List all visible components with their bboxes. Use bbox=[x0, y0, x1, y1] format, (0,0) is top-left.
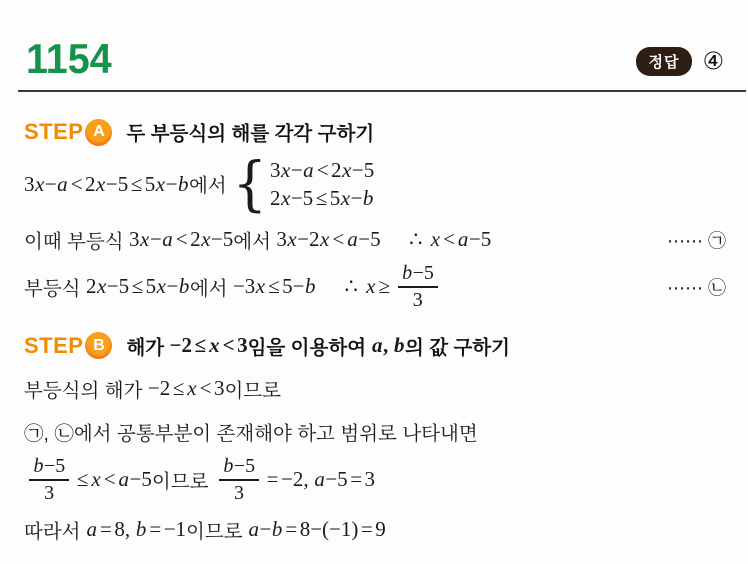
reference-mark: ⋯⋯ ㉠ bbox=[666, 230, 726, 251]
math-expression: 3x−a < 2x−5 ≤ 5x−b bbox=[24, 171, 189, 196]
step-heading bbox=[24, 332, 726, 360]
cases-row bbox=[270, 156, 374, 184]
math-expression: ∴ x ≥ bbox=[344, 274, 391, 299]
korean-text: 의 값 구하기 bbox=[404, 336, 510, 359]
page-header bbox=[0, 0, 748, 80]
fraction bbox=[219, 455, 259, 505]
fraction-numerator bbox=[398, 262, 438, 288]
fraction bbox=[29, 455, 69, 505]
math-expression: −2 ≤ x < 3 bbox=[147, 376, 225, 401]
solution-line bbox=[24, 148, 726, 219]
solution-line bbox=[24, 455, 726, 505]
fraction-numerator bbox=[219, 455, 259, 481]
korean-text: 따라서 bbox=[24, 520, 86, 543]
reference-mark: ⋯⋯ ㉡ bbox=[666, 277, 726, 298]
answer-choice: ④ bbox=[702, 47, 724, 75]
step-label: STEP bbox=[24, 332, 84, 358]
problem-number: 1154 bbox=[26, 35, 112, 82]
math-expression: b−5 bbox=[223, 454, 256, 477]
math-expression: a = 8, b = −1 bbox=[86, 517, 187, 542]
math-expression: 3x−a < 2x−5 bbox=[270, 158, 375, 182]
fraction-numerator bbox=[29, 455, 69, 481]
math-expression: 2x−5 ≤ 5x−b bbox=[270, 186, 374, 211]
math-expression: ≤ x < a−5 bbox=[76, 467, 152, 492]
korean-text: 두 부등식의 해를 각각 구하기 bbox=[126, 123, 375, 145]
cases-rows bbox=[270, 156, 374, 213]
solution-line bbox=[24, 226, 726, 254]
math-expression: 2x−5 ≤ 5x−b bbox=[85, 274, 190, 299]
fraction-denominator bbox=[234, 481, 244, 505]
math-expression: −2 ≤ x < 3 bbox=[169, 333, 248, 358]
step-letter-badge: A bbox=[85, 119, 112, 146]
math-expression: 3x−a < 2x−5 bbox=[129, 227, 234, 252]
fraction-denominator bbox=[44, 481, 54, 505]
math-expression: 3x−2x < a−5 bbox=[276, 227, 381, 252]
math-expression: −3x ≤ 5−b bbox=[232, 274, 316, 299]
solution-line bbox=[24, 418, 726, 446]
step-heading bbox=[24, 118, 726, 146]
solution-line bbox=[24, 262, 726, 312]
fraction-denominator bbox=[413, 288, 423, 312]
korean-text: 해가 bbox=[126, 336, 170, 359]
solution-line bbox=[24, 375, 726, 403]
cases-row bbox=[270, 184, 374, 212]
korean-text: ㉠, ㉡에서 공통부분이 존재해야 하고 범위로 나타내면 bbox=[24, 422, 478, 445]
korean-text: 이때 부등식 bbox=[24, 230, 130, 253]
korean-text: 부등식 bbox=[24, 277, 86, 300]
math-expression: 3 bbox=[412, 288, 423, 311]
left-brace-icon: { bbox=[232, 148, 267, 219]
math-expression: ∴ x < a−5 bbox=[409, 227, 492, 252]
step-title bbox=[126, 332, 510, 360]
answer-badge: 정답 bbox=[636, 47, 693, 76]
korean-text: 에서 bbox=[188, 175, 227, 198]
math-expression: a, b bbox=[371, 333, 405, 358]
solution-body bbox=[0, 118, 748, 544]
step-label: STEP bbox=[24, 119, 84, 144]
math-expression: = −2, a−5 = 3 bbox=[266, 467, 376, 492]
math-expression: a−b = 8−(−1) = 9 bbox=[248, 517, 386, 542]
step-title bbox=[126, 118, 374, 146]
fraction bbox=[398, 262, 438, 312]
math-expression: 3 bbox=[233, 481, 244, 504]
step-letter-badge: B bbox=[85, 332, 112, 359]
cases-group bbox=[232, 148, 375, 219]
korean-text: 에서 bbox=[189, 277, 233, 300]
solution-line bbox=[24, 516, 726, 544]
header-divider bbox=[18, 90, 746, 92]
korean-text: 부등식의 해가 bbox=[24, 379, 148, 402]
korean-text: 임을 이용하여 bbox=[247, 336, 372, 359]
math-expression: b−5 bbox=[33, 454, 66, 477]
answer-area bbox=[636, 47, 725, 80]
korean-text: 이므로 bbox=[224, 379, 281, 402]
math-expression: 3 bbox=[44, 481, 55, 504]
math-expression: b−5 bbox=[402, 261, 434, 284]
korean-text: 에서 bbox=[233, 230, 277, 253]
korean-text: 이므로 bbox=[186, 520, 248, 543]
korean-text: 이므로 bbox=[151, 470, 214, 493]
